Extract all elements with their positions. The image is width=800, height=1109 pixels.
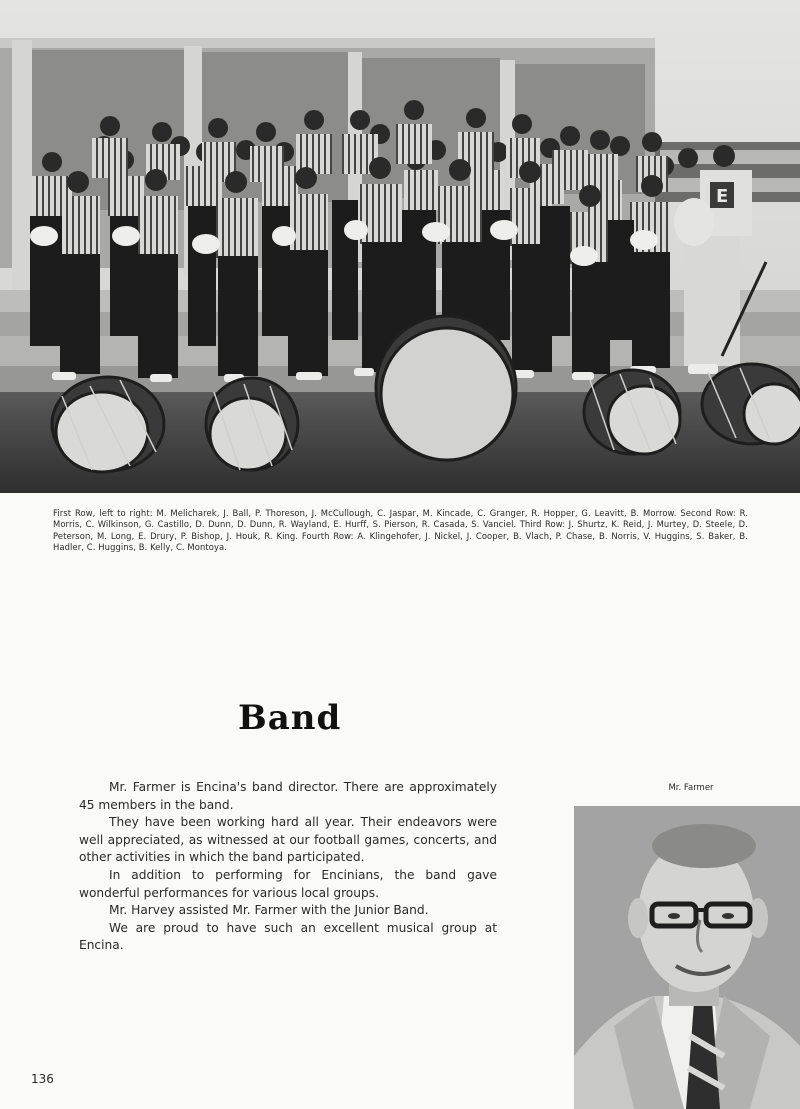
portrait-label: Mr. Farmer <box>668 783 714 793</box>
band-group-photo <box>0 0 800 493</box>
paragraph: We are proud to have such an excellent musical group at Encina. <box>79 920 497 953</box>
paragraph: Mr. Harvey assisted Mr. Farmer with the Junior Band. <box>109 903 429 918</box>
svg-text:E: E <box>716 186 729 207</box>
section-heading: Band <box>238 698 342 738</box>
director-portrait <box>574 806 800 1109</box>
paragraph: Mr. Farmer is Encina's band director. There are approximately 45 members in the band. <box>79 780 497 812</box>
article-body <box>79 779 497 955</box>
page-number: 136 <box>31 1072 54 1086</box>
paragraph: They have been working hard all year. Their endeavors were well appreciated, as witnessed at our football games, concerts, and other activities in which the band participated. <box>79 815 497 865</box>
paragraph: In addition to performing for Encinians, the band gave wonderful performances for various local groups. <box>79 867 497 900</box>
photo-caption: First Row, left to right: M. Melicharek, J. Ball, P. Thoreson, J. McCullough, C. Jaspar, M. Kincade, C. Granger, R. Hopper, G. Leavitt, B. Morrow. Second Row: R. Morris, C. Wilkinson, G. Castillo, D. Dunn, D. Dunn, R. Wayland, E. Hurff, S. Pierson, R. Casada, S. Vanciel. Third Row: J. Shurtz, K. Reid, J. Murtey, D. Steele, D. Peterson, M. Long, E. Drury, P. Bishop, J. Houk, R. King. Fourth Row: A. Klingehofer, J. Nickel, J. Cooper, B. Vlach, P. Chase, B. Norris, V. Huggins, S. Baker, B. Hadler, C. Huggins, B. Kelly, C. Montoya. <box>53 508 748 553</box>
